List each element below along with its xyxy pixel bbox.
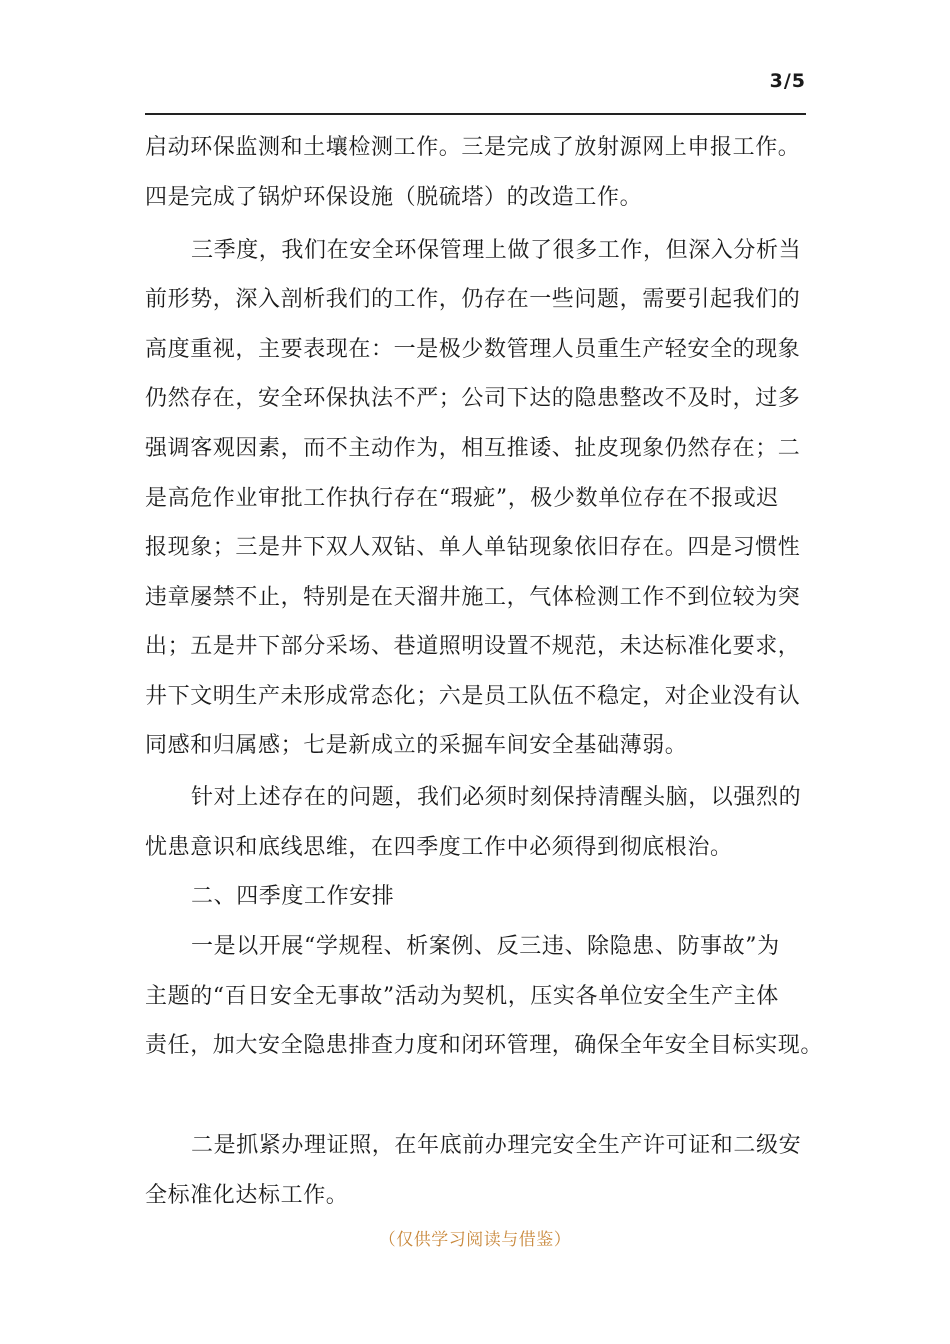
text-line: 全标准化达标工作。 bbox=[145, 1183, 349, 1208]
text-line: 启动环保监测和土壤检测工作。三是完成了放射源网上申报工作。 bbox=[145, 135, 801, 160]
footer-note: （仅供学习阅读与借鉴） bbox=[378, 1230, 572, 1250]
text-line: 报现象；三是井下双人双钻、单人单钻现象依旧存在。四是习惯性 bbox=[145, 535, 801, 560]
text-line: 违章屡禁不止，特别是在天溜井施工，气体检测工作不到位较为突 bbox=[145, 585, 801, 610]
text-line: 出；五是井下部分采场、巷道照明设置不规范，未达标准化要求， bbox=[145, 634, 801, 659]
text-line: 强调客观因素，而不主动作为，相互推诿、扯皮现象仍然存在；二 bbox=[145, 436, 801, 461]
text-line: 四是完成了锅炉环保设施（脱硫塔）的改造工作。 bbox=[145, 185, 643, 210]
text-line: 责任，加大安全隐患排查力度和闭环管理，确保全年安全目标实现。 bbox=[145, 1033, 824, 1058]
text-line: 主题的“百日安全无事故”活动为契机，压实各单位安全生产主体 bbox=[145, 984, 779, 1009]
text-line: 仍然存在，安全环保执法不严；公司下达的隐患整改不及时，过多 bbox=[145, 386, 801, 411]
text-line: 一是以开展“学规程、析案例、反三违、除隐患、防事故”为 bbox=[191, 934, 780, 959]
text-line: 前形势，深入剖析我们的工作，仍存在一些问题，需要引起我们的 bbox=[145, 287, 801, 312]
text-line: 三季度，我们在安全环保管理上做了很多工作，但深入分析当 bbox=[191, 238, 802, 263]
section-heading: 二、四季度工作安排 bbox=[191, 884, 395, 909]
text-line: 忧患意识和底线思维，在四季度工作中必须得到彻底根治。 bbox=[145, 835, 733, 860]
text-line: 井下文明生产未形成常态化；六是员工队伍不稳定，对企业没有认 bbox=[145, 684, 801, 709]
text-line: 高度重视，主要表现在：一是极少数管理人员重生产轻安全的现象 bbox=[145, 337, 801, 362]
text-line: 二是抓紧办理证照，在年底前办理完安全生产许可证和二级安 bbox=[191, 1133, 802, 1158]
header-rule bbox=[145, 113, 806, 115]
text-line: 同感和归属感；七是新成立的采掘车间安全基础薄弱。 bbox=[145, 733, 688, 758]
page-number: 3/5 bbox=[769, 70, 806, 92]
text-line: 针对上述存在的问题，我们必须时刻保持清醒头脑，以强烈的 bbox=[191, 785, 802, 810]
text-line: 是高危作业审批工作执行存在“瑕疵”，极少数单位存在不报或迟 bbox=[145, 486, 779, 511]
